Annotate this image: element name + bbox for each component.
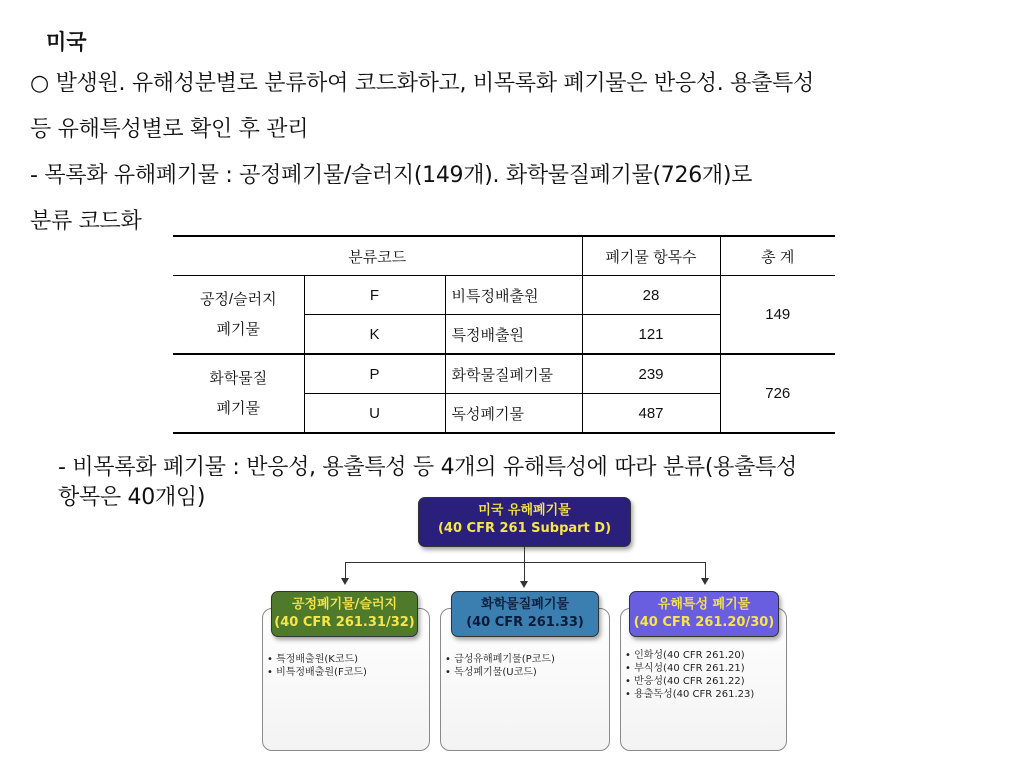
list-item: • 특정배출원(K코드)	[267, 653, 367, 666]
arrow-head-icon	[701, 578, 709, 585]
list-item: • 독성폐기물(U코드)	[445, 666, 555, 679]
count-cell: 239	[582, 354, 720, 394]
node-title: 화학물질폐기물	[481, 597, 569, 612]
list-item: • 인화성(40 CFR 261.20)	[625, 649, 754, 662]
total-cell: 149	[720, 276, 835, 355]
total-cell: 726	[720, 354, 835, 433]
list-item: • 급성유해폐기물(P코드)	[445, 653, 555, 666]
header-total: 총 계	[720, 237, 835, 276]
group-label-line: 폐기물	[216, 320, 260, 338]
list-item: • 용출독성(40 CFR 261.23)	[625, 688, 754, 701]
source-name-cell: 비특정배출원	[445, 276, 582, 315]
list-item: • 부식성(40 CFR 261.21)	[625, 662, 754, 675]
node-title: 공정폐기물/슬러지	[291, 597, 398, 612]
header-classification-code: 분류코드	[173, 237, 582, 276]
count-cell: 121	[582, 315, 720, 355]
intro-bullet-line-2: 등 유해특성별로 확인 후 관리	[30, 117, 309, 142]
process-sludge-node	[271, 591, 418, 637]
chemical-node	[451, 591, 599, 637]
section-heading: 미국	[46, 30, 87, 54]
node-subtitle: (40 CFR 261.31/32)	[274, 615, 415, 630]
connector-line	[345, 562, 346, 579]
node-subtitle: (40 CFR 261.33)	[466, 615, 584, 630]
root-node	[418, 497, 631, 547]
characteristic-node	[629, 591, 779, 637]
connector-line	[345, 562, 705, 563]
listed-waste-line-2: 분류 코드화	[30, 209, 142, 234]
table-header-row	[173, 237, 835, 276]
code-cell: U	[304, 394, 445, 434]
source-name-cell: 독성폐기물	[445, 394, 582, 434]
node-title: 유해특성 폐기물	[657, 597, 751, 612]
classification-code-table	[173, 237, 835, 434]
root-node-title: 미국 유해폐기물	[478, 503, 571, 518]
code-cell: K	[304, 315, 445, 355]
arrow-head-icon	[341, 578, 349, 585]
group-label-line: 공정/슬러지	[199, 290, 277, 308]
arrow-head-icon	[520, 581, 528, 588]
code-cell: F	[304, 276, 445, 315]
count-cell: 487	[582, 394, 720, 434]
source-name-cell: 화학물질폐기물	[445, 354, 582, 394]
list-item: • 비특정배출원(F코드)	[267, 666, 367, 679]
unlisted-waste-line-2: 항목은 40개임)	[58, 485, 206, 510]
code-cell: P	[304, 354, 445, 394]
listed-waste-line-1: - 목록화 유해폐기물 : 공정폐기물/슬러지(149개). 화학물질폐기물(726개)로	[30, 163, 753, 188]
group-label-process-sludge	[173, 276, 304, 355]
connector-line	[524, 562, 525, 582]
list-item: • 반응성(40 CFR 261.22)	[625, 675, 754, 688]
table-row	[173, 276, 835, 315]
group-label-line: 화학물질	[209, 369, 268, 387]
unlisted-waste-line-1: - 비목록화 폐기물 : 반응성, 용출특성 등 4개의 유해특성에 따라 분류(용출특성	[58, 455, 797, 480]
connector-line	[705, 562, 706, 579]
header-item-count: 폐기물 항목수	[582, 237, 720, 276]
group-label-line: 폐기물	[216, 399, 260, 417]
source-name-cell: 특정배출원	[445, 315, 582, 355]
table-row	[173, 354, 835, 394]
count-cell: 28	[582, 276, 720, 315]
intro-bullet-line-1: ○ 발생원. 유해성분별로 분류하여 코드화하고, 비목록화 폐기물은 반응성. 용출특성	[30, 71, 814, 96]
group-label-chemical	[173, 354, 304, 433]
connector-line	[524, 547, 525, 562]
node-subtitle: (40 CFR 261.20/30)	[633, 615, 775, 630]
root-node-subtitle: (40 CFR 261 Subpart D)	[437, 521, 612, 536]
